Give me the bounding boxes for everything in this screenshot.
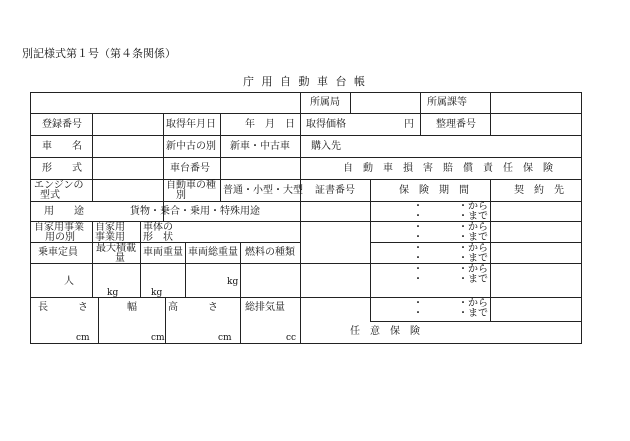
grid-line (140, 221, 141, 297)
period-dot: ・ (413, 253, 423, 264)
label-yoto: 用 途 (44, 206, 84, 217)
grid-line (420, 92, 421, 113)
grid-line (350, 92, 351, 113)
grid-line (220, 179, 221, 201)
label-nenryo: 燃料の種類 (245, 247, 295, 258)
label-shutoku-date: 取得年月日 (166, 119, 216, 130)
period-to: ・まで (458, 308, 488, 319)
label-naga: 長 さ (38, 302, 88, 313)
label-shatai-2: 形 状 (143, 232, 173, 243)
label-teiin: 乗車定員 (38, 247, 78, 258)
grid-line (240, 242, 241, 344)
period-dot: ・ (413, 308, 423, 319)
label-sojuryo: 車両総重量 (188, 247, 238, 258)
period-dot: ・ (413, 201, 423, 212)
grid-line (30, 157, 582, 158)
jika-option-a: 自家用 (95, 222, 125, 233)
label-jika-1: 自家用事業 (34, 222, 84, 233)
label-sekisai-1: 最大積載 (96, 243, 136, 254)
period-to: ・まで (458, 253, 488, 264)
jika-option-b: 事業用 (95, 232, 125, 243)
period-from: ・から (458, 298, 488, 309)
label-shozokukyoku: 所属局 (310, 97, 340, 108)
page-title: 庁 用 自 動 車 台 帳 (243, 75, 367, 88)
label-keiyaku: 契 約 先 (514, 185, 564, 196)
label-sekisai-2: 量 (115, 253, 125, 264)
label-engine-2: 型式 (40, 190, 60, 201)
label-juryo: 車両重量 (143, 247, 183, 258)
form-label: 別記様式第１号（第４条関係） (22, 47, 176, 60)
grid-line (98, 297, 99, 344)
label-shutoku-kakaku: 取得価格 (306, 119, 346, 130)
label-katashiki: 形 式 (42, 163, 82, 174)
date-units: 年 月 日 (245, 119, 295, 130)
unit-kg-2: kg (151, 288, 163, 298)
period-dot: ・ (413, 222, 423, 233)
grid-line (420, 113, 421, 135)
label-shosho: 証書番号 (315, 185, 355, 196)
label-engine-1: エンジンの (34, 180, 84, 191)
grid-line (220, 113, 221, 179)
period-to: ・まで (458, 232, 488, 243)
period-from: ・から (458, 222, 488, 233)
period-dot: ・ (413, 232, 423, 243)
shashu-options: 普通・小型・大型 (223, 185, 303, 196)
period-dot: ・ (413, 211, 423, 222)
label-haba: 幅 (127, 302, 137, 313)
label-shatai-1: 車体の (143, 222, 173, 233)
grid-line (30, 201, 582, 202)
unit-cc: cc (286, 333, 297, 343)
grid-line (30, 263, 582, 264)
grid-line (92, 113, 93, 179)
label-nini-hoken: 任 意 保 険 (350, 326, 420, 337)
grid-line (92, 242, 93, 297)
grid-line (92, 221, 93, 242)
label-shinchu: 新中古の別 (166, 141, 216, 152)
label-shozokuka: 所属課等 (427, 97, 467, 108)
grid-line (185, 242, 186, 297)
unit-cm-2: cm (151, 333, 165, 343)
grid-line (490, 113, 491, 135)
period-to: ・まで (458, 274, 488, 285)
grid-line (92, 179, 93, 201)
period-dot: ・ (413, 298, 423, 309)
period-dot: ・ (413, 274, 423, 285)
period-dot: ・ (413, 264, 423, 275)
yen-unit: 円 (404, 119, 414, 130)
grid-line (30, 135, 582, 136)
period-from: ・から (458, 264, 488, 275)
period-dot: ・ (413, 243, 423, 254)
grid-line (163, 113, 164, 221)
label-shadai: 車台番号 (170, 163, 210, 174)
label-shashu-2: 別 (176, 190, 186, 201)
label-haiki: 総排気量 (245, 302, 285, 313)
yoto-options: 貨物・乗合・乗用・特殊用途 (130, 206, 260, 217)
label-kikan: 保 険 期 間 (399, 185, 469, 196)
label-toroku: 登録番号 (42, 119, 82, 130)
label-jibaiseki: 自 動 車 損 害 賠 償 責 任 保 険 (343, 163, 553, 174)
grid-line (490, 92, 491, 113)
label-taka: 高 さ (168, 302, 218, 313)
period-from: ・から (458, 201, 488, 212)
period-to: ・まで (458, 211, 488, 222)
grid-line (30, 179, 582, 180)
grid-line (490, 179, 491, 321)
grid-line (370, 321, 582, 322)
unit-cm-1: cm (76, 333, 90, 343)
unit-kg-1: kg (107, 288, 119, 298)
unit-cm-3: cm (218, 333, 232, 343)
grid-line (165, 297, 166, 344)
label-seiri: 整理番号 (436, 119, 476, 130)
grid-line (300, 343, 582, 344)
unit-nin: 人 (64, 276, 74, 287)
label-sha: 車 名 (42, 141, 82, 152)
label-jika-2: 用の別 (45, 232, 75, 243)
unit-kg-3: kg (227, 277, 239, 287)
shinchu-options: 新車・中古車 (230, 141, 290, 152)
label-konyusaki: 購入先 (311, 141, 341, 152)
label-shashu-1: 自動車の種 (166, 180, 216, 191)
grid-line (370, 179, 371, 321)
grid-line (300, 92, 301, 344)
grid-line (30, 113, 582, 114)
period-from: ・から (458, 243, 488, 254)
